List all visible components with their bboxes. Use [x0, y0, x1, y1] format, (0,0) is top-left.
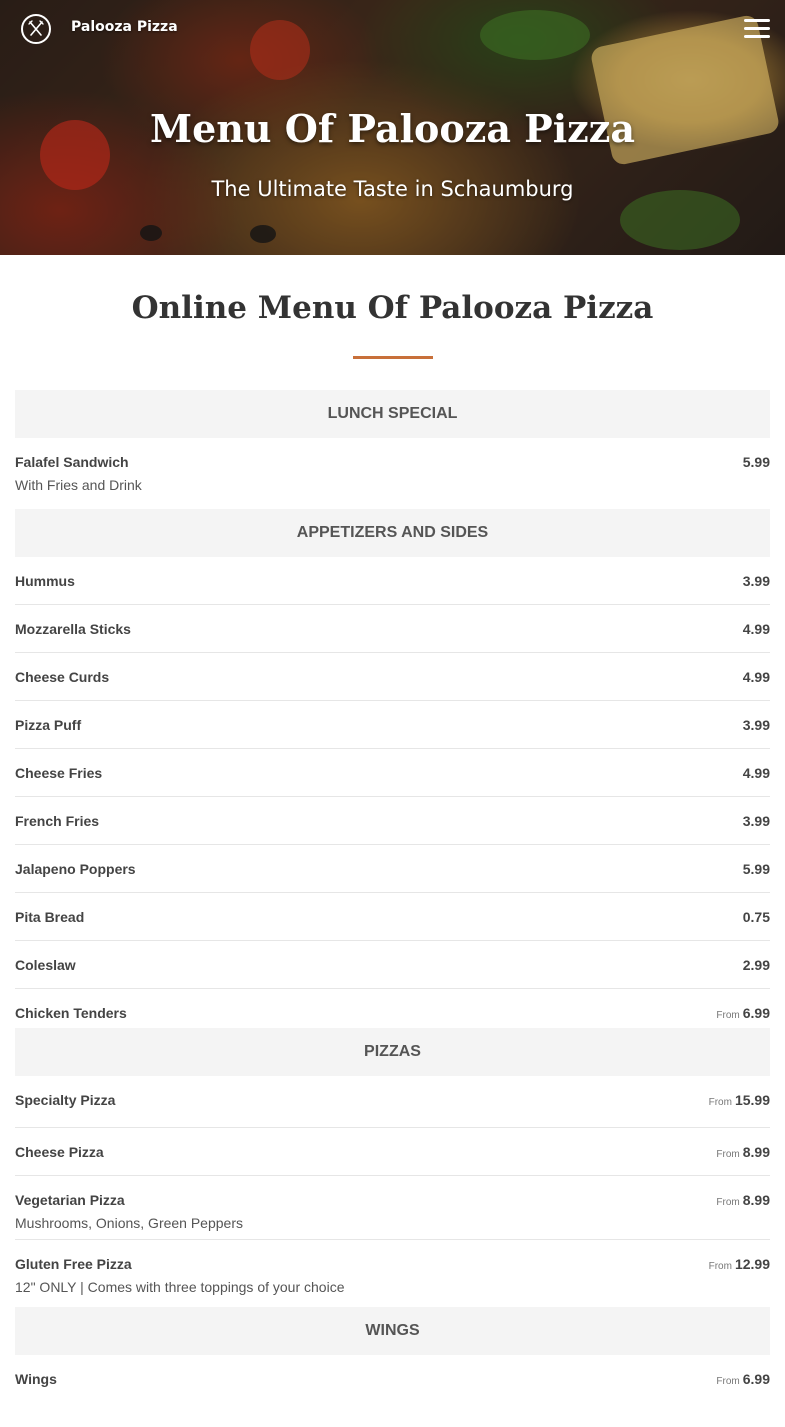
item-price: From 12.99 — [708, 1256, 770, 1272]
menu-item[interactable] — [15, 605, 770, 653]
item-price: 3.99 — [742, 717, 770, 733]
item-name: Chicken Tenders — [15, 1005, 127, 1021]
item-name: Pizza Puff — [15, 717, 82, 733]
fork-knife-icon — [26, 19, 46, 39]
menu-item[interactable] — [15, 1355, 770, 1403]
price-from-label: From — [708, 1261, 732, 1272]
menu-item[interactable] — [15, 749, 770, 797]
item-name: French Fries — [15, 813, 100, 829]
menu-item[interactable] — [15, 557, 770, 605]
hero-subtitle: The Ultimate Taste in Schaumburg — [211, 177, 574, 201]
price-from-label: From — [716, 1376, 740, 1387]
item-name: Vegetarian Pizza — [15, 1192, 125, 1208]
item-price: 3.99 — [742, 813, 770, 829]
item-name: Coleslaw — [15, 957, 76, 973]
item-name: Jalapeno Poppers — [15, 861, 136, 877]
item-price: 2.99 — [742, 957, 770, 973]
menu-item[interactable] — [15, 989, 770, 1028]
menu-item[interactable] — [15, 438, 770, 509]
page-title: Online Menu Of Palooza Pizza — [131, 290, 654, 326]
price-from-label: From — [716, 1010, 740, 1021]
item-name: Specialty Pizza — [15, 1092, 116, 1108]
menu-item[interactable] — [15, 797, 770, 845]
menu-item[interactable] — [15, 653, 770, 701]
brand-name[interactable]: Palooza Pizza — [71, 19, 178, 35]
item-price: From 6.99 — [716, 1005, 770, 1021]
item-description: Mushrooms, Onions, Green Peppers — [15, 1215, 243, 1231]
item-name: Falafel Sandwich — [15, 454, 129, 470]
item-price: From 15.99 — [708, 1092, 770, 1108]
price-from-label: From — [716, 1149, 740, 1160]
menu-item[interactable] — [15, 1240, 770, 1307]
category-header: PIZZAS — [15, 1028, 770, 1076]
menu-item[interactable] — [15, 845, 770, 893]
item-price: 5.99 — [742, 861, 770, 877]
item-name: Cheese Fries — [15, 765, 103, 781]
menu-item[interactable] — [15, 1128, 770, 1176]
menu-item[interactable] — [15, 1076, 770, 1128]
item-name: Cheese Curds — [15, 669, 110, 685]
item-name: Mozzarella Sticks — [15, 621, 131, 637]
hamburger-icon[interactable] — [744, 19, 770, 39]
item-price: 5.99 — [742, 454, 770, 470]
price-from-label: From — [716, 1197, 740, 1208]
item-name: Wings — [15, 1371, 57, 1387]
menu-list — [15, 390, 770, 1403]
item-name: Hummus — [15, 573, 75, 589]
logo[interactable] — [21, 14, 51, 44]
menu-item[interactable] — [15, 701, 770, 749]
item-name: Gluten Free Pizza — [15, 1256, 132, 1272]
item-description: With Fries and Drink — [15, 477, 142, 493]
price-from-label: From — [708, 1097, 732, 1108]
hero-banner — [0, 0, 785, 255]
item-price: 4.99 — [742, 765, 770, 781]
title-divider — [353, 356, 433, 359]
item-description: 12" ONLY | Comes with three toppings of your choice — [15, 1279, 345, 1295]
item-price: 0.75 — [742, 909, 770, 925]
menu-item[interactable] — [15, 1176, 770, 1240]
menu-item[interactable] — [15, 941, 770, 989]
hero-title: Menu Of Palooza Pizza — [150, 106, 635, 151]
item-price: 4.99 — [742, 621, 770, 637]
item-price: From 8.99 — [716, 1192, 770, 1208]
category-header: WINGS — [15, 1307, 770, 1355]
item-price: From 6.99 — [716, 1371, 770, 1387]
category-header: APPETIZERS AND SIDES — [15, 509, 770, 557]
menu-item[interactable] — [15, 893, 770, 941]
item-price: 3.99 — [742, 573, 770, 589]
item-price: 4.99 — [742, 669, 770, 685]
item-price: From 8.99 — [716, 1144, 770, 1160]
item-name: Pita Bread — [15, 909, 85, 925]
item-name: Cheese Pizza — [15, 1144, 104, 1160]
category-header: LUNCH SPECIAL — [15, 390, 770, 438]
